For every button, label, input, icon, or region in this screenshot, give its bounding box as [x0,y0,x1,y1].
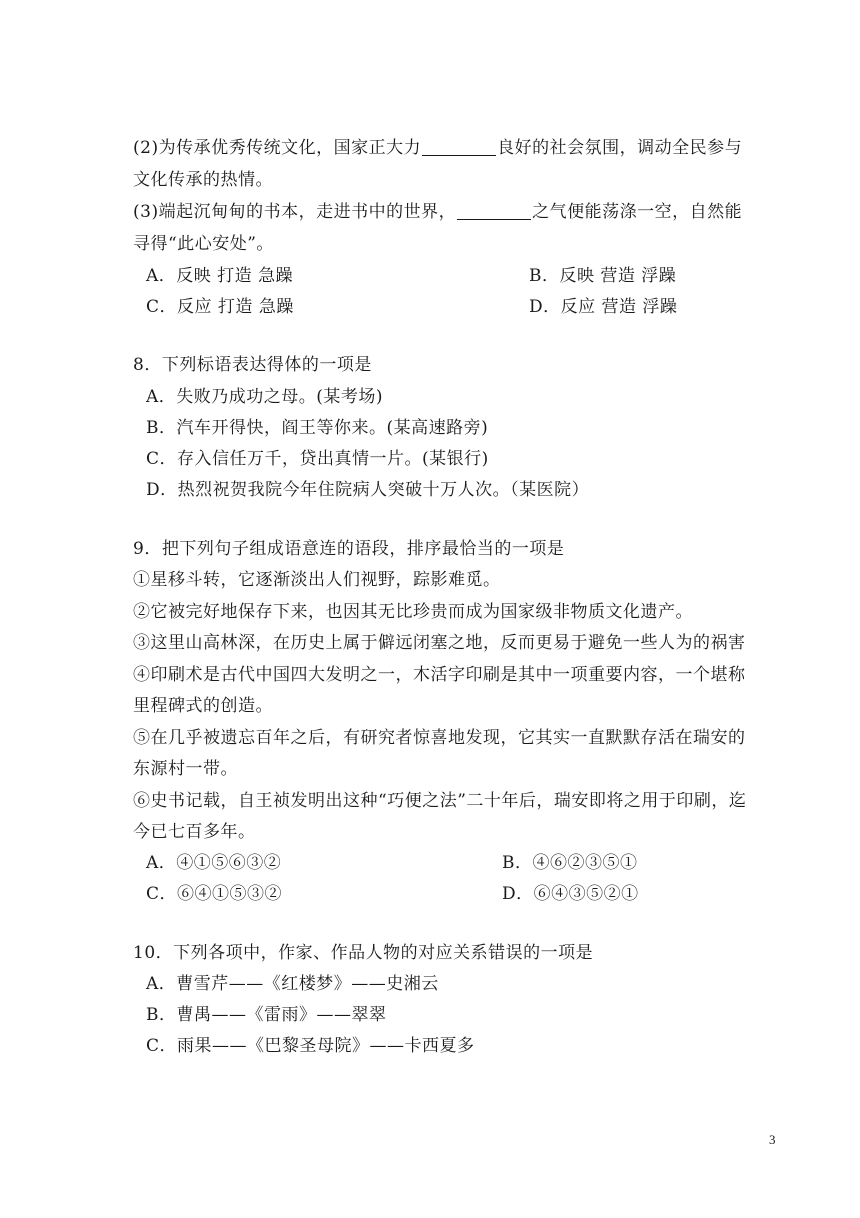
q9-sentence-4-line2: 里程碑式的创造。 [133,696,273,716]
q9-options-row2 [146,882,639,906]
q9-sentence-6-line2: 今已七百多年。 [133,822,256,842]
q7-option-c: C．反应 打造 急躁 [146,297,294,317]
q9-options-row1 [146,851,638,875]
q9-option-b: B．④⑥②③⑤① [502,853,638,873]
q7-sentence-3-line2: 寻得“此心安处”。 [133,234,274,254]
q7-s2-text-a: (2)为传承优秀传统文化，国家正大力 [133,138,422,158]
q8-stem: 8．下列标语表达得体的一项是 [133,355,372,375]
q9-sentence-2: ②它被完好地保存下来，也因其无比珍贵而成为国家级非物质文化遗产。 [133,602,693,622]
q10-stem: 10．下列各项中，作家、作品人物的对应关系错误的一项是 [133,943,594,963]
fill-blank [422,154,496,156]
q9-option-a: A．④①⑤⑥③② [146,853,282,873]
q9-sentence-1: ①星移斗转，它逐渐淡出人们视野，踪影难觅。 [133,570,501,590]
q9-sentence-5-line2: 东源村一带。 [133,759,238,779]
q8-option-b: B．汽车开得快，阎王等你来。(某高速路旁) [146,418,489,438]
q7-option-b: B．反映 营造 浮躁 [529,266,677,286]
q7-s3-text-b: 之气便能荡涤一空，自然能 [532,202,743,222]
q9-sentence-5-line1: ⑤在几乎被遗忘百年之后，有研究者惊喜地发现，它其实一直默默存活在瑞安的 [133,728,746,748]
q9-sentence-4-line1: ④印刷术是古代中国四大发明之一，木活字印刷是其中一项重要内容，一个堪称 [133,665,746,685]
q7-sentence-2-line2: 文化传承的热情。 [133,170,273,190]
q8-option-d: D．热烈祝贺我院今年住院病人突破十万人次。（某医院） [146,480,590,500]
q7-sentence-3-line1 [133,200,742,224]
q9-option-d: D．⑥④③⑤②① [502,884,639,904]
q9-sentence-6-line1: ⑥史书记载，自王祯发明出这种“巧便之法”二十年后，瑞安即将之用于印刷，迄 [133,791,747,811]
q7-sentence-2-line1 [133,136,742,160]
q9-sentence-3: ③这里山高林深，在历史上属于僻远闭塞之地，反而更易于避免一些人为的祸害 [133,633,746,653]
q10-option-a: A．曹雪芹——《红楼梦》——史湘云 [146,974,439,994]
q7-options-row1 [146,264,677,288]
q7-option-a: A．反映 打造 急躁 [146,266,294,286]
page-number: 3 [769,1132,776,1147]
q7-s3-text-a: (3)端起沉甸甸的书本，走进书中的世界， [133,202,457,222]
q10-option-c: C．雨果——《巴黎圣母院》——卡西夏多 [146,1036,475,1056]
q9-option-c: C．⑥④①⑤③② [146,884,283,904]
q10-option-b: B．曹禺——《雷雨》——翠翠 [146,1005,387,1025]
q9-stem: 9．把下列句子组成语意连的语段，排序最恰当的一项是 [133,539,565,559]
q7-option-d: D．反应 营造 浮躁 [529,297,678,317]
q8-option-a: A．失败乃成功之母。(某考场) [146,387,384,407]
q7-options-row2 [146,295,678,319]
q7-s2-text-b: 良好的社会氛围，调动全民参与 [497,138,743,158]
fill-blank [457,218,531,220]
q8-option-c: C．存入信任万千，贷出真情一片。(某银行) [146,449,489,469]
